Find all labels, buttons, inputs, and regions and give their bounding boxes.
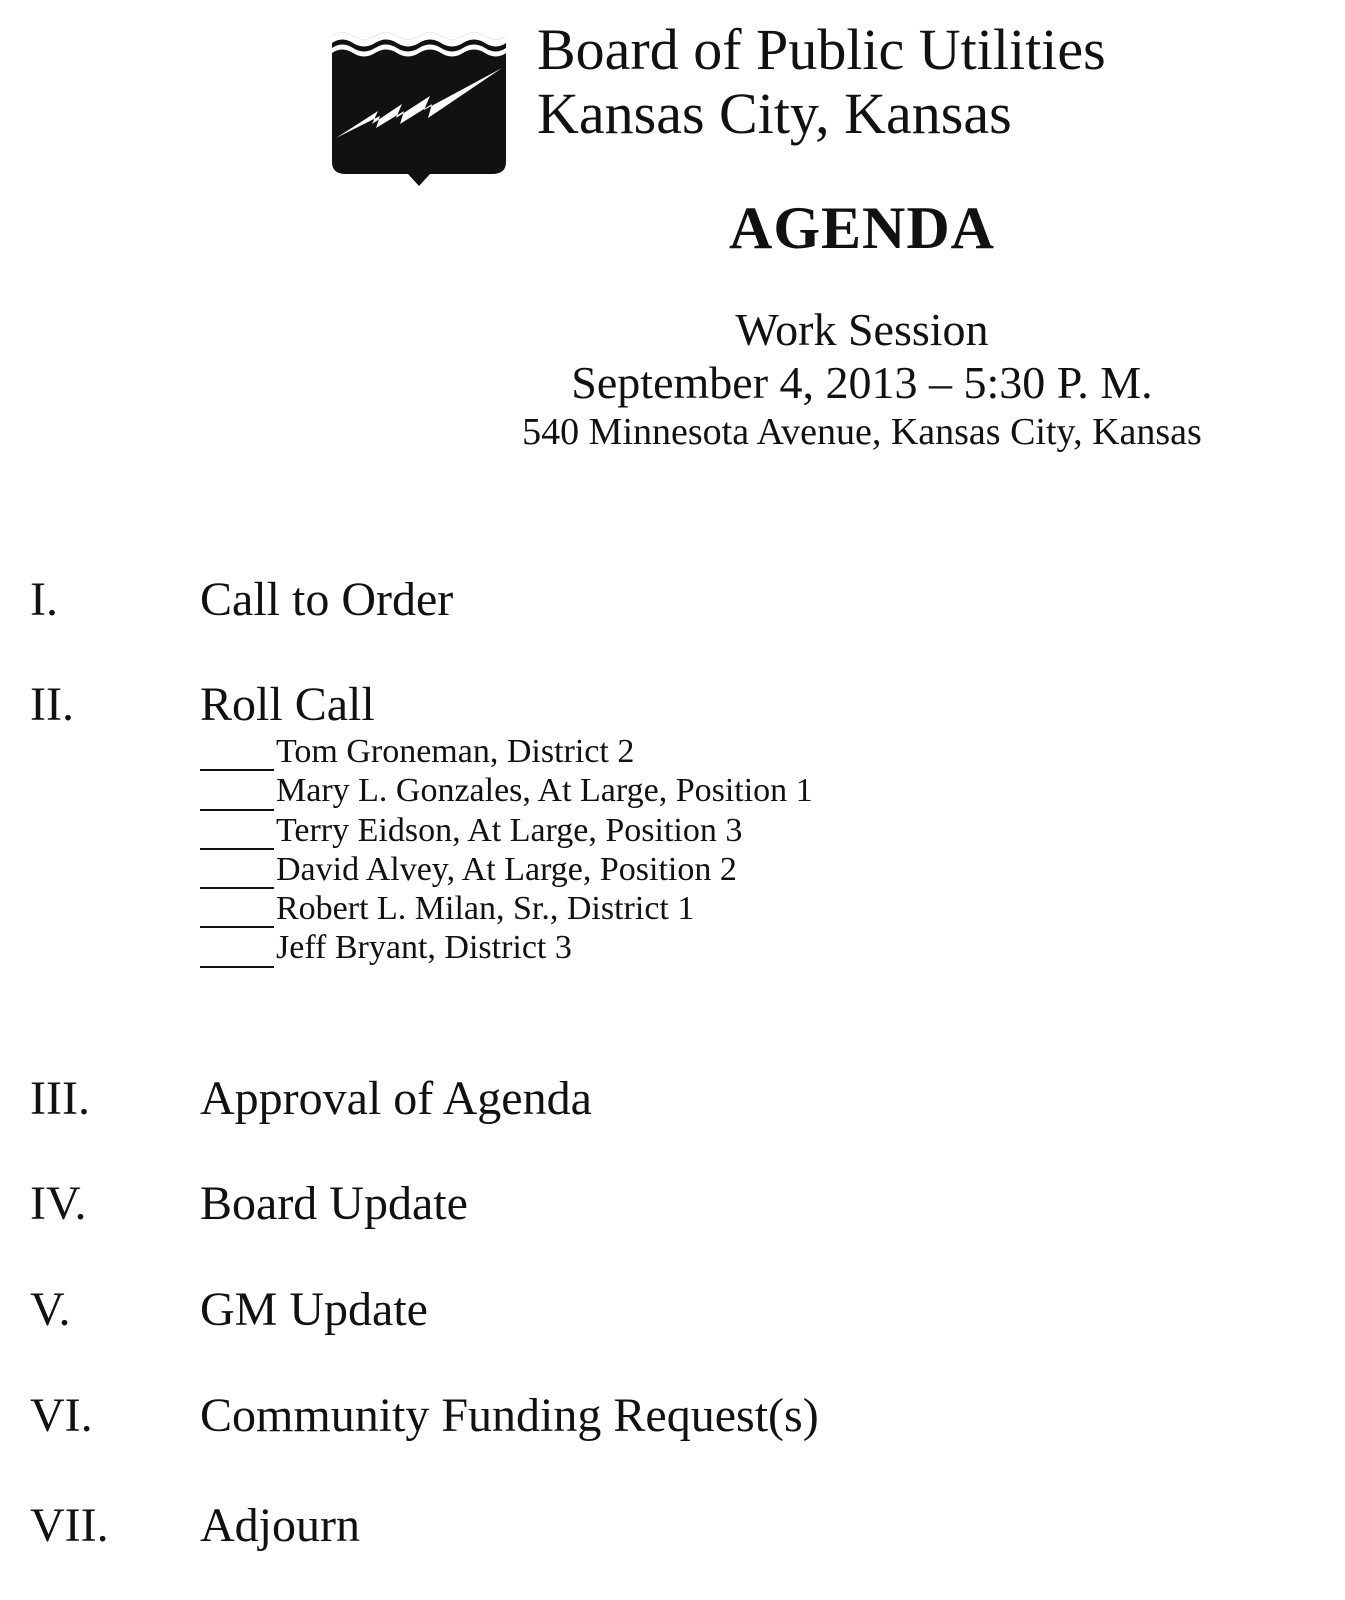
attendance-blank	[200, 816, 274, 850]
member-name: Mary L. Gonzales, At Large, Position 1	[276, 772, 813, 810]
agenda-item-label: Board Update	[200, 1177, 468, 1230]
agenda-item-label: Adjourn	[200, 1499, 360, 1552]
org-line-1: Board of Public Utilities	[537, 17, 1106, 82]
member-name: Tom Groneman, District 2	[276, 733, 635, 770]
agenda-item-label: Approval of Agenda	[200, 1072, 592, 1125]
roll-call-row	[200, 771, 813, 810]
member-name: David Alvey, At Large, Position 2	[276, 850, 737, 888]
agenda-item-number: IV.	[30, 1177, 87, 1230]
roll-call-row	[200, 928, 813, 967]
agenda-item-label: Community Funding Request(s)	[200, 1389, 819, 1442]
roll-call-row	[200, 732, 813, 771]
session-address: 540 Minnesota Avenue, Kansas City, Kansas	[522, 411, 1202, 453]
attendance-blank	[200, 894, 274, 928]
attendance-blank	[200, 737, 274, 771]
bpu-shield-logo	[332, 26, 506, 188]
attendance-blank	[200, 855, 274, 889]
roll-call-list	[200, 732, 813, 968]
agenda-item-label: Call to Order	[200, 573, 454, 626]
attendance-blank	[200, 777, 274, 811]
member-name: Jeff Bryant, District 3	[276, 929, 572, 967]
organization-name	[537, 18, 1106, 146]
agenda-item-number: VI.	[30, 1389, 93, 1442]
member-name: Terry Eidson, At Large, Position 3	[276, 811, 743, 849]
roll-call-row	[200, 850, 813, 889]
roll-call-row	[200, 889, 813, 928]
agenda-item-number: III.	[30, 1072, 90, 1125]
org-line-2: Kansas City, Kansas	[537, 81, 1012, 146]
roll-call-row	[200, 811, 813, 850]
member-name: Robert L. Milan, Sr., District 1	[276, 890, 695, 928]
agenda-item-number: II.	[30, 678, 74, 731]
session-date-time: September 4, 2013 – 5:30 P. M.	[571, 357, 1153, 408]
agenda-item-number: I.	[30, 573, 58, 626]
agenda-item-number: VII.	[30, 1499, 109, 1552]
agenda-item-label: Roll Call	[200, 678, 375, 731]
agenda-item-label: GM Update	[200, 1283, 428, 1336]
attendance-blank	[200, 934, 274, 968]
session-type: Work Session	[735, 304, 989, 355]
agenda-item-number: V.	[30, 1283, 71, 1336]
page-title: AGENDA	[728, 195, 995, 261]
